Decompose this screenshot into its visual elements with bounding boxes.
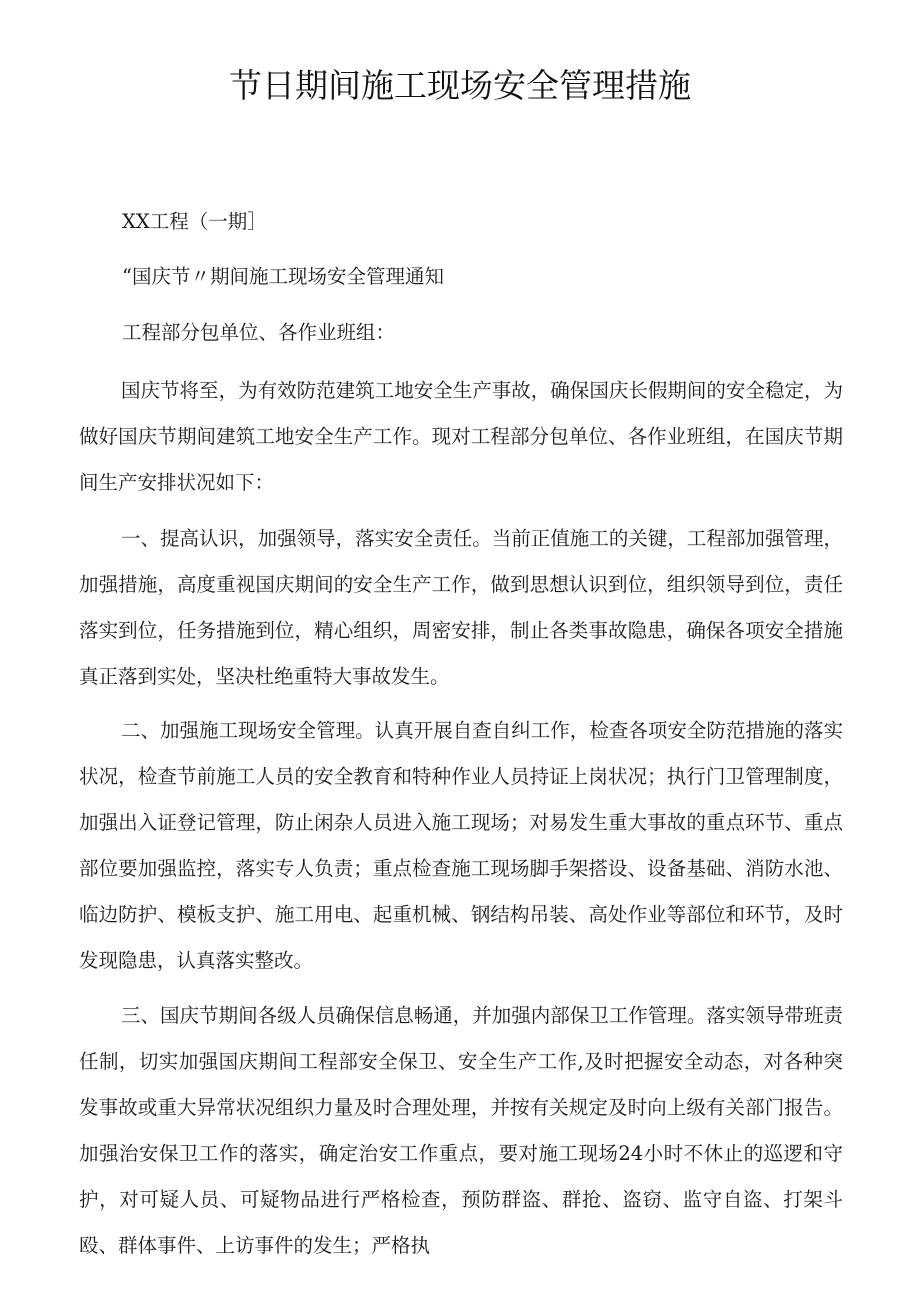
paragraph-section-2: 二、加强施工现场安全管理。认真开展自查自纠工作，检查各项安全防范措施的落实状况，检查节前施工人员的安全教育和特种作业人员持证上岗状况；执行门卫管理制度，加强出入证登记管理，防止闲杂人员进入施工现场；对易发生重大事故的重点环节、重点部位要加强监控，落实专人负责；重点检查施工现场脚手架搭设、设备基础、消防水池、临边防护、模板支护、施工用电、起重机械、钢结构吊装、高处作业等部位和环节，及时发现隐患，认真落实整改。 bbox=[79, 719, 843, 972]
project-line: XX工程（一期］ bbox=[122, 210, 267, 233]
salutation: 工程部分包单位、各作业班组： bbox=[122, 321, 396, 344]
paragraph-section-1: 一、提高认识，加强领导，落实安全责任。当前正值施工的关键，工程部加强管理，加强措施，高度重视国庆期间的安全生产工作，做到思想认识到位，组织领导到位，责任落实到位，任务措施到位，精心组织，周密安排，制止各类事故隐患，确保各项安全措施真正落到实处，坚决杜绝重特大事故发生。 bbox=[79, 527, 843, 688]
document-title: 节日期间施工现场安全管理措施 bbox=[229, 66, 691, 105]
paragraph-section-3: 三、国庆节期间各级人员确保信息畅通，并加强内部保卫工作管理。落实领导带班责任制，切实加强国庆期间工程部安全保卫、安全生产工作,及时把握安全动态，对各种突发事故或重大异常状况组织力量及时合理处理，并按有关规定及时向上级有关部门报告。加强治安保卫工作的落实，确定治安工作重点，要对施工现场24小时不休止的巡逻和守护，对可疑人员、可疑物品进行严格检查，预防群盗、群抢、盗窃、监守自盗、打架斗殴、群体事件、上访事件的发生；严格执 bbox=[79, 1004, 843, 1257]
paragraph-intro: 国庆节将至，为有效防范建筑工地安全生产事故，确保国庆长假期间的安全稳定，为做好国庆节期间建筑工地安全生产工作。现对工程部分包单位、各作业班组，在国庆节期间生产安排状况如下： bbox=[79, 379, 843, 494]
notice-title: “国庆节〃期间施工现场安全管理通知 bbox=[122, 265, 444, 288]
